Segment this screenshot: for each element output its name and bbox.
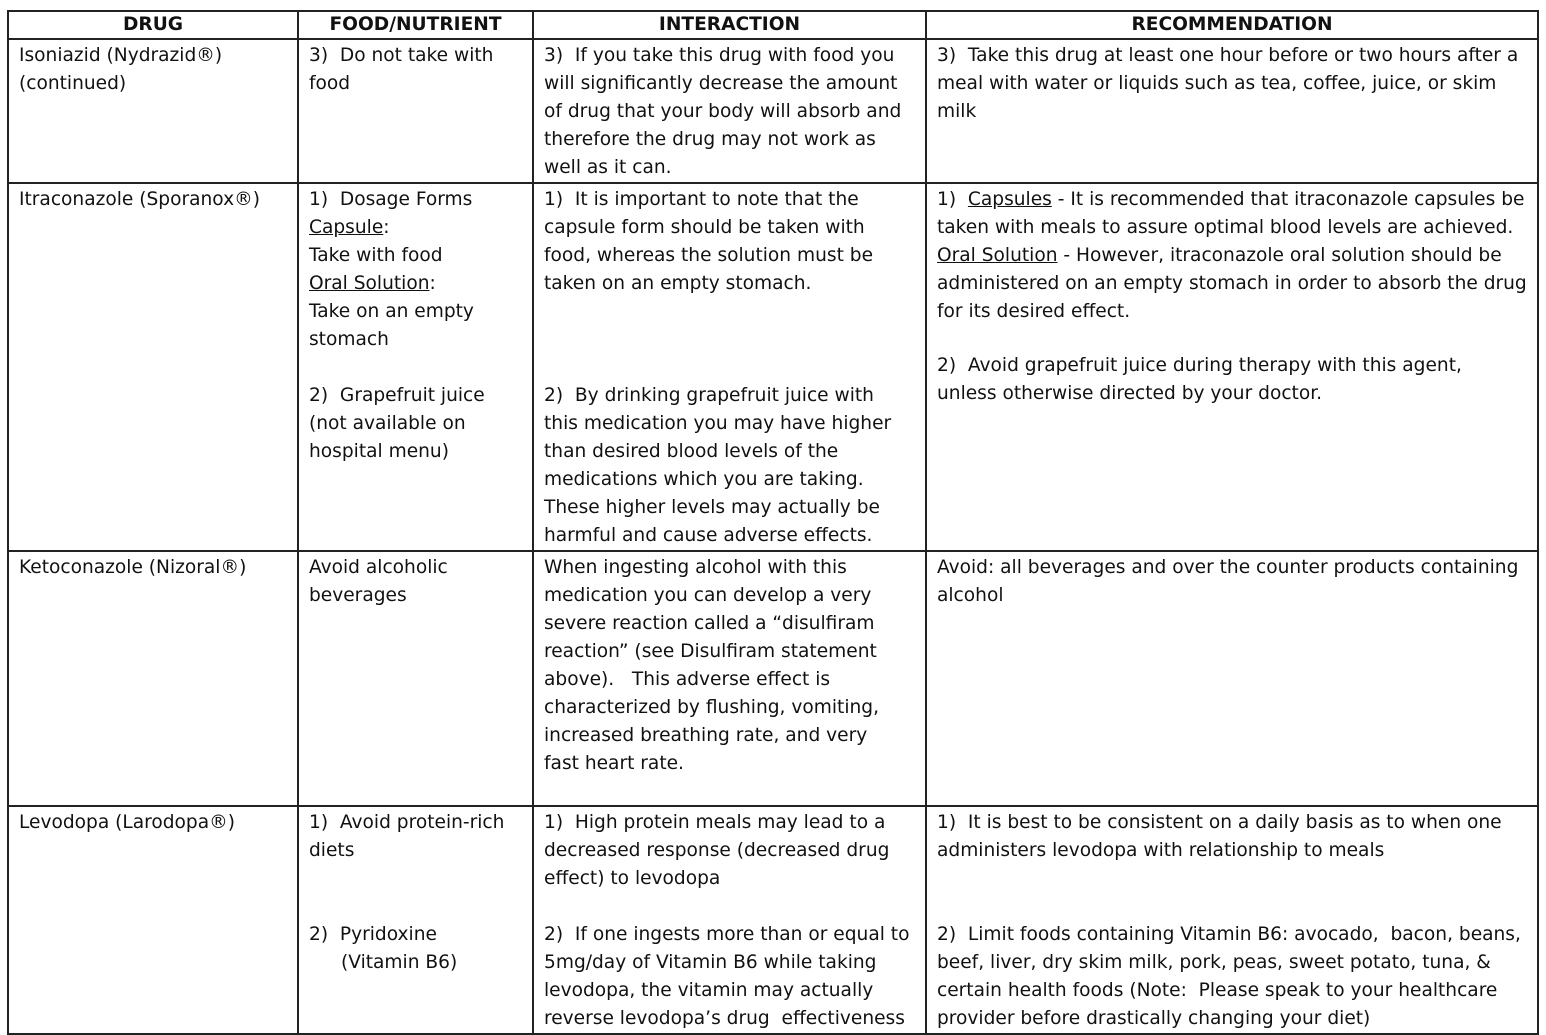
food-cell bbox=[298, 806, 533, 1034]
drug-cell bbox=[8, 551, 298, 806]
header-row bbox=[8, 11, 1538, 39]
spacer bbox=[309, 354, 522, 382]
food-dosage-title: 1) Dosage Forms bbox=[309, 189, 473, 210]
food-capsule-label: Capsule bbox=[309, 217, 384, 238]
recommendation-cell bbox=[926, 551, 1538, 806]
table-row bbox=[8, 183, 1538, 551]
rec-capsules-text: - It is recommended that itraconazole capsules be taken with meals to assure optimal blood levels are achieved. bbox=[937, 189, 1531, 238]
drug-name: Levodopa (Larodopa®) bbox=[19, 812, 235, 833]
drug-name: Ketoconazole (Nizoral®) bbox=[19, 557, 247, 578]
recommendation-text: 3) Take this drug at least one hour before or two hours after a meal with water or liquids such as tea, coffee, juice, or skim milk bbox=[937, 45, 1525, 122]
recommendation-text-2: 2) Avoid grapefruit juice during therapy with this agent, unless otherwise directed by your doctor. bbox=[937, 355, 1468, 404]
recommendation-text-1 bbox=[937, 186, 1533, 326]
drug-food-interaction-table bbox=[7, 10, 1539, 1035]
header-food-nutrient: FOOD/NUTRIENT bbox=[298, 11, 533, 39]
rec-solution-label: Oral Solution bbox=[937, 245, 1058, 266]
food-solution-colon: : bbox=[429, 273, 436, 294]
header-drug: DRUG bbox=[8, 11, 298, 39]
spacer bbox=[937, 865, 1527, 921]
food-capsule-line bbox=[309, 214, 522, 242]
food-cell bbox=[298, 551, 533, 806]
interaction-text-2: 2) By drinking grapefruit juice with this medication you may have higher than desired blood levels of the medications which you are taking. These higher levels may actually be harmful and cause adverse effects. bbox=[544, 385, 898, 546]
table-row bbox=[8, 39, 1538, 183]
interaction-cell bbox=[533, 806, 926, 1034]
recommendation-text-2: 2) Limit foods containing Vitamin B6: avocado, bacon, beans, beef, liver, dry skim milk, pork, peas, sweet potato, tuna, & certain health foods (Note: Please speak to your healthcare provider before drastically changing your diet) bbox=[937, 924, 1527, 1029]
spacer bbox=[544, 298, 915, 382]
food-solution-label: Oral Solution bbox=[309, 273, 430, 294]
food-pyridoxine-text: 2) Pyridoxine bbox=[309, 924, 437, 945]
recommendation-cell bbox=[926, 183, 1538, 551]
interaction-cell bbox=[533, 183, 926, 551]
food-protein-text: 1) Avoid protein-rich diets bbox=[309, 812, 511, 861]
interaction-cell bbox=[533, 39, 926, 183]
food-vitamin-b6-text: (Vitamin B6) bbox=[341, 952, 458, 973]
food-solution-line bbox=[309, 270, 522, 298]
rec-capsules-label: Capsules bbox=[967, 189, 1052, 210]
header-interaction: INTERACTION bbox=[533, 11, 926, 39]
recommendation-cell bbox=[926, 806, 1538, 1034]
drug-cell bbox=[8, 39, 298, 183]
interaction-text: When ingesting alcohol with this medication you can develop a very severe reaction called a “disulfiram reaction” (see Disulfiram statement above). This adverse effect is characterized by flushing, vomiting, increased breathing rate, and very fast heart rate. bbox=[544, 557, 885, 774]
recommendation-cell bbox=[926, 39, 1538, 183]
food-text: 3) Do not take with food bbox=[309, 45, 500, 94]
interaction-cell bbox=[533, 551, 926, 806]
interaction-text-1: 1) High protein meals may lead to a decreased response (decreased drug effect) to levodopa bbox=[544, 812, 896, 889]
recommendation-text-1: 1) It is best to be consistent on a daily basis as to when one administers levodopa with relationship to meals bbox=[937, 812, 1508, 861]
food-capsule-colon: : bbox=[383, 217, 390, 238]
food-capsule-text: Take with food bbox=[309, 245, 443, 266]
food-solution-text: Take on an empty stomach bbox=[309, 301, 474, 350]
interaction-text-1: 1) It is important to note that the capsule form should be taken with food, whereas the solution must be taken on an empty stomach. bbox=[544, 189, 879, 294]
rec-prefix: 1) bbox=[937, 189, 968, 210]
table-row bbox=[8, 806, 1538, 1034]
interaction-text: 3) If you take this drug with food you will significantly decrease the amount of drug that your body will absorb and therefore the drug may not work as well as it can. bbox=[544, 45, 908, 178]
interaction-text-2: 2) If one ingests more than or equal to 5mg/day of Vitamin B6 while taking levodopa, the vitamin may actually reverse levodopa’s drug effectiveness bbox=[544, 924, 916, 1029]
food-cell bbox=[298, 39, 533, 183]
spacer bbox=[309, 865, 522, 921]
food-text: Avoid alcoholic beverages bbox=[309, 557, 448, 606]
food-cell bbox=[298, 183, 533, 551]
rec-solution-text: - However, itraconazole oral solution should be administered on an empty stomach in order to absorb the drug for its desired effect. bbox=[937, 245, 1533, 322]
spacer bbox=[937, 326, 1527, 352]
drug-cell bbox=[8, 183, 298, 551]
drug-name: Itraconazole (Sporanox®) bbox=[19, 189, 260, 210]
drug-name: Isoniazid (Nydrazid®) (continued) bbox=[19, 45, 223, 94]
header-recommendation: RECOMMENDATION bbox=[926, 11, 1538, 39]
drug-cell bbox=[8, 806, 298, 1034]
table-row bbox=[8, 551, 1538, 806]
spacer bbox=[544, 893, 915, 921]
recommendation-text: Avoid: all beverages and over the counter products containing alcohol bbox=[937, 557, 1519, 606]
food-grapefruit-text: 2) Grapefruit juice (not available on hospital menu) bbox=[309, 385, 491, 462]
